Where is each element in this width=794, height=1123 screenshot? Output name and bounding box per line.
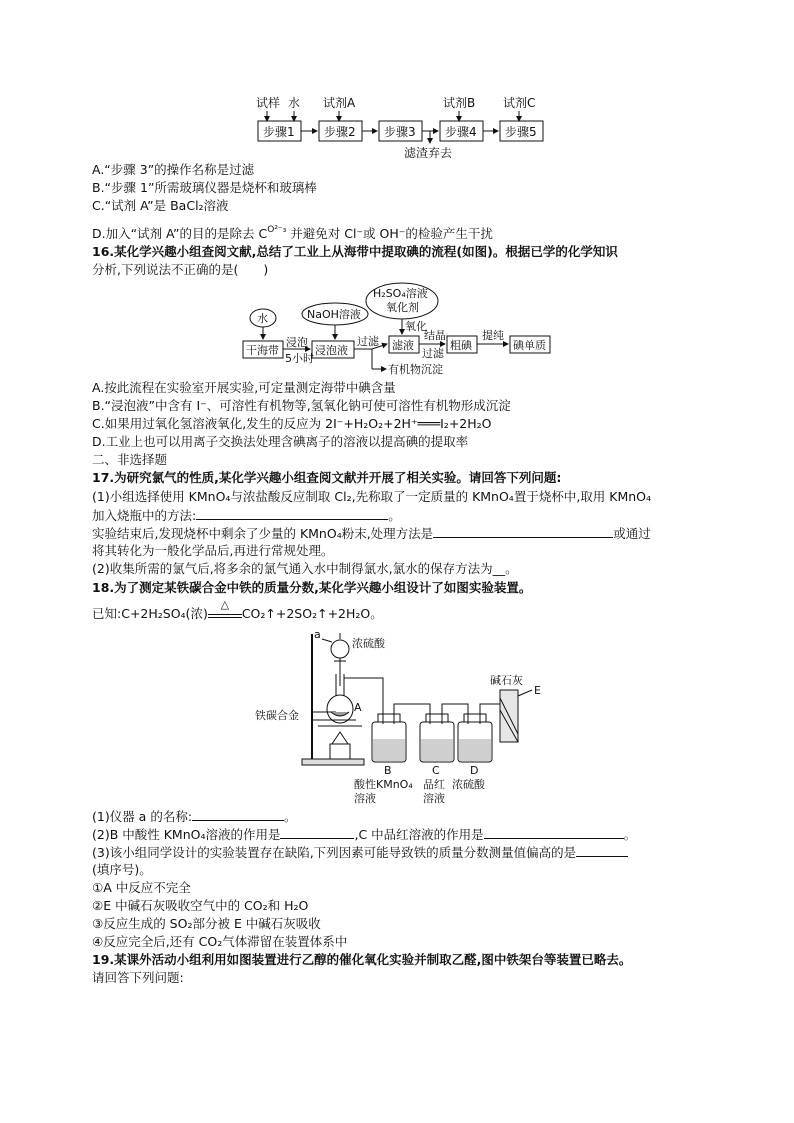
answer-blank-instrument[interactable] xyxy=(192,808,284,821)
q16-option-c: C.如果用过氧化氢溶液氧化,发生的反应为 2I⁻+H₂O₂+2H⁺═══I₂+2H₂O xyxy=(92,416,492,431)
soak-time-label: 5小时 xyxy=(285,352,314,365)
water-label: 水 xyxy=(257,312,268,325)
filtrate-label: 滤液 xyxy=(392,339,414,352)
label-d-line1: 浓硫酸 xyxy=(452,778,485,791)
label-d: D xyxy=(470,764,479,777)
q16-stem-line1: 16.某化学兴趣小组查阅文献,总结了工业上从海带中提取碘的流程(如图)。根据已学的化学知识 xyxy=(92,244,618,259)
soak-label: 浸泡 xyxy=(286,336,308,349)
answer-blank-pinkred[interactable] xyxy=(484,826,624,839)
q17-cleanup-tail: 或通过 xyxy=(613,526,651,541)
apparatus-diagram xyxy=(0,624,794,804)
q18-opt3: ③反应生成的 SO₂部分被 E 中碱石灰吸收 xyxy=(92,916,321,931)
label-b-line2: 溶液 xyxy=(354,792,376,804)
label-flask-a: A xyxy=(354,701,362,714)
oxidize-label: 氧化 xyxy=(405,320,427,333)
q17-cleanup-line xyxy=(92,525,651,542)
purify-label: 提纯 xyxy=(482,329,504,342)
q18-q3-tail: (填序号)。 xyxy=(92,862,152,877)
q17-cleanup-cont: 将其转化为一般化学品后,再进行常规处理。 xyxy=(92,543,334,558)
q18-q1: (1)仪器 a 的名称: 。 xyxy=(92,809,297,824)
input-water: 水 xyxy=(288,96,301,110)
q18-q1-text: (1)仪器 a 的名称: xyxy=(92,809,193,824)
acid-label: H₂SO₄溶液 xyxy=(373,287,428,300)
q18-opt2: ②E 中碱石灰吸收空气中的 CO₂和 H₂O xyxy=(92,898,309,913)
oxidant-label: 氧化剂 xyxy=(386,301,419,314)
answer-blank-kmno4[interactable] xyxy=(280,826,354,839)
q17-stem: 17.为研究氯气的性质,某化学兴趣小组查阅文献并开展了相关实验。请回答下列问题: xyxy=(92,470,562,485)
waste-label: 滤渣弃去 xyxy=(404,146,453,160)
naoh-label: NaOH溶液 xyxy=(307,308,361,321)
equation-left: 已知:C+2H₂SO₄(浓) xyxy=(92,606,208,621)
filter-label: 过滤 xyxy=(357,335,379,348)
q18-q3 xyxy=(92,844,628,861)
q17-part1-method: 加入烧瓶中的方法: 。 xyxy=(92,508,401,523)
kelp-label: 干海带 xyxy=(246,344,279,357)
step-3-label: 步骤3 xyxy=(384,125,416,139)
crude-iodine-label: 粗碘 xyxy=(450,339,472,352)
q18-opt4: ④反应完全后,还有 CO₂气体滞留在装置体系中 xyxy=(92,934,348,949)
step-4-label: 步骤4 xyxy=(445,125,477,139)
step-2-label: 步骤2 xyxy=(324,125,356,139)
q18-stem: 18.为了测定某铁碳合金中铁的质量分数,某化学兴趣小组设计了如图实验装置。 xyxy=(92,580,532,595)
q17-cleanup-text: 实验结束后,发现烧杯中剩余了少量的 KMnO₄粉末,处理方法是 xyxy=(92,526,434,541)
label-c: C xyxy=(432,764,440,777)
label-b: B xyxy=(384,764,392,777)
q15-option-d-post: 并避免对 Cl⁻或 OH⁻的检验产生干扰 xyxy=(290,226,493,241)
crystal-label: 结晶 xyxy=(424,329,446,342)
soak-liquid-label: 浸泡液 xyxy=(315,344,348,357)
carbonate-ion: O²⁻₃ xyxy=(267,225,287,235)
process-flow-diagram-1 xyxy=(0,0,794,175)
step-1-label: 步骤1 xyxy=(263,125,295,139)
q19-stem: 19.某课外活动小组利用如图装置进行乙醇的催化氧化实验并制取乙醛,图中铁架台等装置已略去。 xyxy=(92,952,632,967)
q18-q2: (2)B 中酸性 KMnO₄溶液的作用是 ,C 中品红溶液的作用是 。 xyxy=(92,827,637,842)
q18-q3-text: (3)该小组同学设计的实验装置存在缺陷,下列因素可能导致铁的质量分数测量值偏高的是 xyxy=(92,845,577,860)
input-reagent-a: 试剂A xyxy=(323,96,356,110)
label-c-line2: 溶液 xyxy=(423,792,445,804)
heat-symbol: △ xyxy=(220,598,230,611)
q15-option-d xyxy=(92,222,493,242)
section-heading: 二、非选择题 xyxy=(92,452,168,467)
iodine-label: 碘单质 xyxy=(513,339,546,352)
label-a: a xyxy=(314,628,321,641)
label-c-line1: 品红 xyxy=(423,778,445,791)
input-sample: 试样 xyxy=(256,96,281,110)
q18-opt1: ①A 中反应不完全 xyxy=(92,880,191,895)
q15-option-a: A.“步骤 3”的操作名称是过滤 xyxy=(92,162,255,177)
label-lime: 碱石灰 xyxy=(490,674,523,687)
q19-prompt: 请回答下列问题: xyxy=(92,970,184,985)
q17-method-label: 加入烧瓶中的方法: xyxy=(92,508,197,523)
q15-option-d-pre: D.加入“试剂 A”的目的是除去 C xyxy=(92,226,268,241)
q18-known-equation xyxy=(92,598,383,622)
q15-option-b: B.“步骤 1”所需玻璃仪器是烧杯和玻璃棒 xyxy=(92,180,317,195)
step-5-label: 步骤5 xyxy=(505,125,537,139)
q16-option-a: A.按此流程在实验室开展实验,可定量测定海带中碘含量 xyxy=(92,380,396,395)
q16-stem-line2: 分析,下列说法不正确的是( ) xyxy=(92,262,269,277)
q15-option-c: C.“试剂 A”是 BaCl₂溶液 xyxy=(92,198,229,213)
answer-blank-method[interactable] xyxy=(196,507,388,520)
label-b-line1: 酸性KMnO₄ xyxy=(354,778,413,791)
precipitate-label: 有机物沉淀 xyxy=(388,363,443,376)
input-reagent-c: 试剂C xyxy=(503,96,536,110)
answer-blank-cleanup[interactable] xyxy=(433,525,613,538)
q18-q2-text-a: (2)B 中酸性 KMnO₄溶液的作用是 xyxy=(92,827,281,842)
q16-option-b: B.“浸泡液”中含有 I⁻、可溶性有机物等,氢氧化钠可使可溶性有机物形成沉淀 xyxy=(92,398,511,413)
input-reagent-b: 试剂B xyxy=(443,96,476,110)
answer-blank-factors[interactable] xyxy=(576,844,628,857)
label-acid: 浓硫酸 xyxy=(352,637,385,650)
label-e: E xyxy=(534,684,541,697)
q16-option-d: D.工业上也可以用离子交换法处理含碘离子的溶液以提高碘的提取率 xyxy=(92,434,469,449)
label-alloy: 铁碳合金 xyxy=(255,709,299,722)
iodine-extraction-flow-diagram xyxy=(0,280,794,380)
q17-part1: (1)小组选择使用 KMnO₄与浓盐酸反应制取 Cl₂,先称取了一定质量的 KMnO₄置于烧杯中,取用 KMnO₄ xyxy=(92,489,652,504)
filter2-label: 过滤 xyxy=(422,347,444,360)
q17-part2: (2)收集所需的氯气后,将多余的氯气通入水中制得氯水,氯水的保存方法为__。 xyxy=(92,561,518,576)
q18-q2-text-b: ,C 中品红溶液的作用是 xyxy=(354,827,484,842)
equation-right: CO₂↑+2SO₂↑+2H₂O。 xyxy=(241,606,383,621)
